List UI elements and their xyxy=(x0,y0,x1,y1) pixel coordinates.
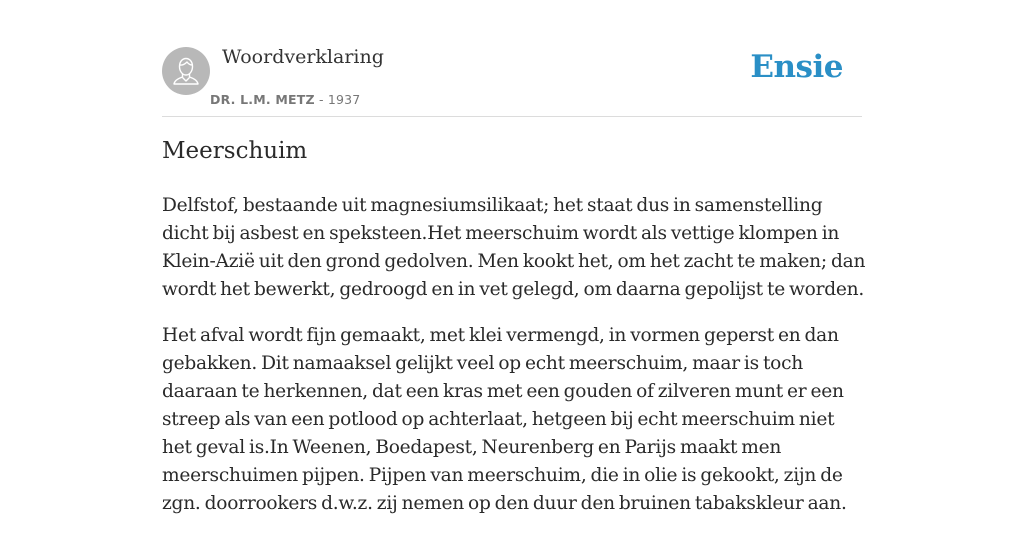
avatar[interactable] xyxy=(162,47,210,95)
page xyxy=(162,0,866,514)
publication-year: 1937 xyxy=(327,92,361,107)
paragraph: Het afval wordt fijn gemaakt, met klei vermengd, in vormen geperst en dan gebakken. Dit namaaksel gelijkt veel op echt meerschuim, maar is toch daaraan te herkennen, dat een kras met een gouden of zilveren munt er een streep als van een potlood op achterlaat, hetgeen bij echt meerschuim niet het geval is.In Weenen, Boedapest, Neurenberg en Parijs maakt men meerschuimen pijpen. Pijpen van meerschuim, die in olie is gekookt, zijn de zgn. doorrookers d.w.z. zij nemen op den duur den bruinen tabakskleur aan. xyxy=(162,325,847,514)
paragraph: Delfstof, bestaande uit magnesiumsilikaat; het staat dus in samenstelling dicht bij asbest en speksteen.Het meerschuim wordt als vettige klompen in Klein-Azië uit den grond gedolven. Men kookt het, om het zacht te maken; dan wordt het bewerkt, gedroogd en in vet gelegd, om daarna gepolijst te worden. xyxy=(162,195,866,300)
brand-logo[interactable]: Ensie xyxy=(750,49,843,85)
meta-separator: - xyxy=(314,92,328,107)
user-outline-icon xyxy=(162,47,210,95)
header xyxy=(162,0,862,117)
source-title[interactable]: Woordverklaring xyxy=(222,46,384,68)
entry-body xyxy=(162,192,867,536)
author-name[interactable]: DR. L.M. METZ xyxy=(210,92,315,107)
entry-title: Meerschuim xyxy=(162,138,308,164)
source-meta xyxy=(210,92,360,107)
